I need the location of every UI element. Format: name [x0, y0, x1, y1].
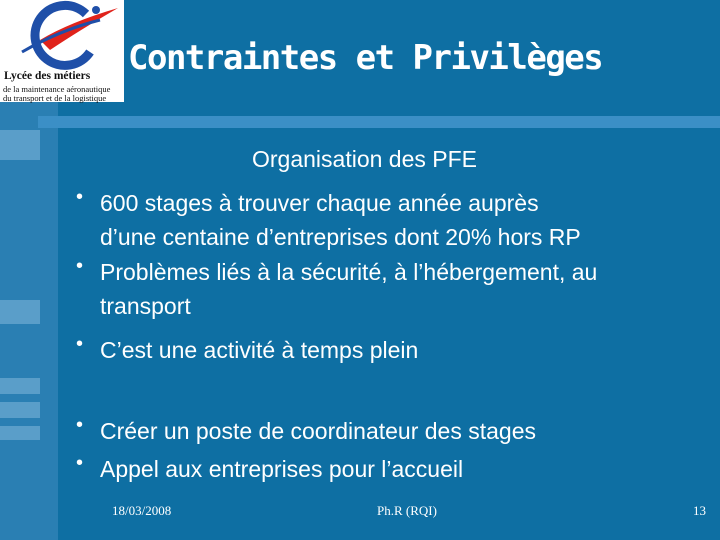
bullet-line: Créer un poste de coordinateur des stages: [100, 418, 536, 444]
bullet-line: Appel aux entreprises pour l’accueil: [100, 456, 464, 482]
bullet-dot-icon: •: [76, 186, 84, 208]
bullet-line: transport: [100, 293, 191, 319]
strip-block: [0, 378, 40, 394]
title-rule-cap: [38, 116, 60, 128]
strip-block: [0, 300, 40, 324]
footer-author: Ph.R (RQI): [377, 503, 437, 518]
strip-block: [0, 130, 40, 160]
bullet-dot-icon: •: [76, 333, 84, 355]
bullet-dot-icon: •: [76, 414, 84, 436]
strip-block: [0, 402, 40, 418]
bullet-line: C’est une activité à temps plein: [100, 337, 419, 363]
strip-block: [0, 426, 40, 440]
bullet-line: Problèmes liés à la sécurité, à l’hébergement, au: [100, 259, 598, 285]
bullet-line: d’une centaine d’entreprises dont 20% hors RP: [100, 224, 581, 250]
footer-page-number: 13: [693, 503, 706, 518]
slide-title: Contraintes et Privilèges: [128, 38, 603, 78]
logo-subtitle-2: du transport et de la logistique: [3, 93, 107, 103]
footer-date: 18/03/2008: [112, 503, 172, 518]
section-heading: Organisation des PFE: [252, 146, 478, 172]
bullet-dot-icon: •: [76, 255, 84, 277]
bullet-line: 600 stages à trouver chaque année auprès: [100, 190, 539, 216]
school-logo: [0, 0, 124, 102]
logo-name: Lycée des métiers: [4, 70, 91, 82]
bullet-dot-icon: •: [76, 452, 84, 474]
logo-emblem-icon: [0, 0, 124, 72]
title-rule: [58, 116, 720, 128]
logo-subtitle-1: de la maintenance aéronautique: [3, 84, 111, 94]
